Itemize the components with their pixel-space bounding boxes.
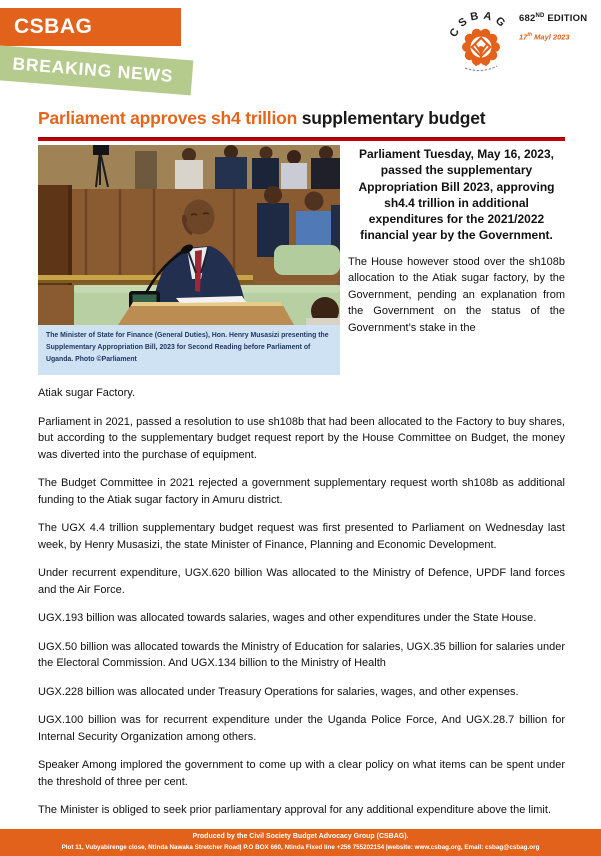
edition-suffix: ND (535, 13, 545, 19)
body-paragraph: UGX.193 billion was allocated towards salaries, wages and other expenditures under the State House. (38, 612, 537, 625)
body-paragraph: Parliament in 2021, passed a resolution to use sh108b that had been allocated to the Factory to buy shares, but according to the supplementary budget request report by the House Committee on Budget, the money was diverted into the purchase of equipment. (38, 415, 565, 461)
intro-paragraph: The House however stood over the sh108b allocation to the Atiak sugar factory, by the Government, pending an explanation from the Government on the status of the Government’s stake in the (348, 255, 565, 334)
body-paragraph: Under recurrent expenditure, UGX.620 billion Was allocated to the Ministry of Defence, UPDF land forces and the Air Force. (38, 567, 565, 596)
body-paragraph: Speaker Among implored the government to come up with a clear policy on what items can be spent under the threshold of three per cent. (38, 759, 565, 788)
edition-number: 682 (519, 13, 536, 25)
body-paragraph: Atiak sugar Factory. (38, 387, 135, 400)
issue-date (519, 32, 570, 42)
logo-tagline-script (465, 66, 497, 71)
footer-contact-info: Plot 11, Vubyabirenge close, Ntinda Nawaka Stretcher Road| P.O BOX 660, Ntinda Fixed line +256 755202154 |website: www.csbag.org, Email: csbag@csbag.org (61, 843, 540, 851)
body-paragraph: The Minister is obliged to seek prior parliamentary approval for any additional expenditure above the limit. (38, 804, 551, 817)
photo-column (38, 145, 340, 375)
brand-box: CSBAG (0, 8, 181, 46)
date-day: 17 (519, 32, 528, 42)
logo-arc-text: CSBAG (448, 9, 511, 40)
date-rest: Mayl 2023 (532, 32, 570, 42)
date-suffix: th (527, 32, 533, 38)
two-column-section (38, 145, 565, 375)
red-divider (38, 137, 565, 141)
lead-paragraph: Parliament Tuesday, May 16, 2023, passed the supplementary Appropriation Bill 2023, approving sh4.4 trillion in additional expenditures for the 2021/2022 financial year by the Government. (358, 146, 555, 243)
footer-produced-by: Produced by the Civil Society Budget Advocacy Group (CSBAG). (192, 833, 409, 841)
edition-label (519, 13, 587, 24)
body-paragraph: The Budget Committee in 2021 rejected a government supplementary request worth sh108b as additional funding to the Atiak sugar factory in Amuru district. (38, 477, 565, 506)
parliament-photo (38, 145, 340, 325)
photo-caption: The Minister of State for Finance (General Duties), Hon. Henry Musasizi presenting the Supplementary Appropriation Bill, 2023 for Second Reading before Parliament of Uganda. Photo ©Parliament (38, 325, 340, 375)
headline-highlight: Parliament approves sh4 trillion (38, 108, 302, 128)
article-body (38, 385, 565, 819)
article-main (38, 108, 565, 831)
intro-column (348, 145, 565, 336)
body-paragraph: The UGX 4.4 trillion supplementary budget request was first presented to Parliament on Wednesday last week, by Henry Musasizi, the state Minister of Finance, Planning and Economic Development. (38, 522, 565, 551)
article-figure (38, 145, 340, 375)
headline-rest: supplementary budget (301, 108, 486, 128)
csbag-logo (448, 5, 514, 75)
body-paragraph: UGX.100 billion was for recurrent expenditure under the Uganda Police Force, And UGX.28.7 billion for Internal Security Organization among others. (38, 714, 565, 743)
body-paragraph: UGX.228 billion was allocated under Treasury Operations for salaries, wages, and other expenses. (38, 685, 519, 698)
body-paragraph: UGX.50 billion was allocated towards the Ministry of Education for salaries, UGX.35 billion for salaries under the Electoral Commission. And UGX.134 billion to the Ministry of Health (38, 640, 565, 670)
edition-word: EDITION (544, 13, 588, 25)
headline (38, 108, 565, 130)
footer-bar (0, 829, 601, 856)
breaking-news-banner: BREAKING NEWS (0, 45, 193, 95)
